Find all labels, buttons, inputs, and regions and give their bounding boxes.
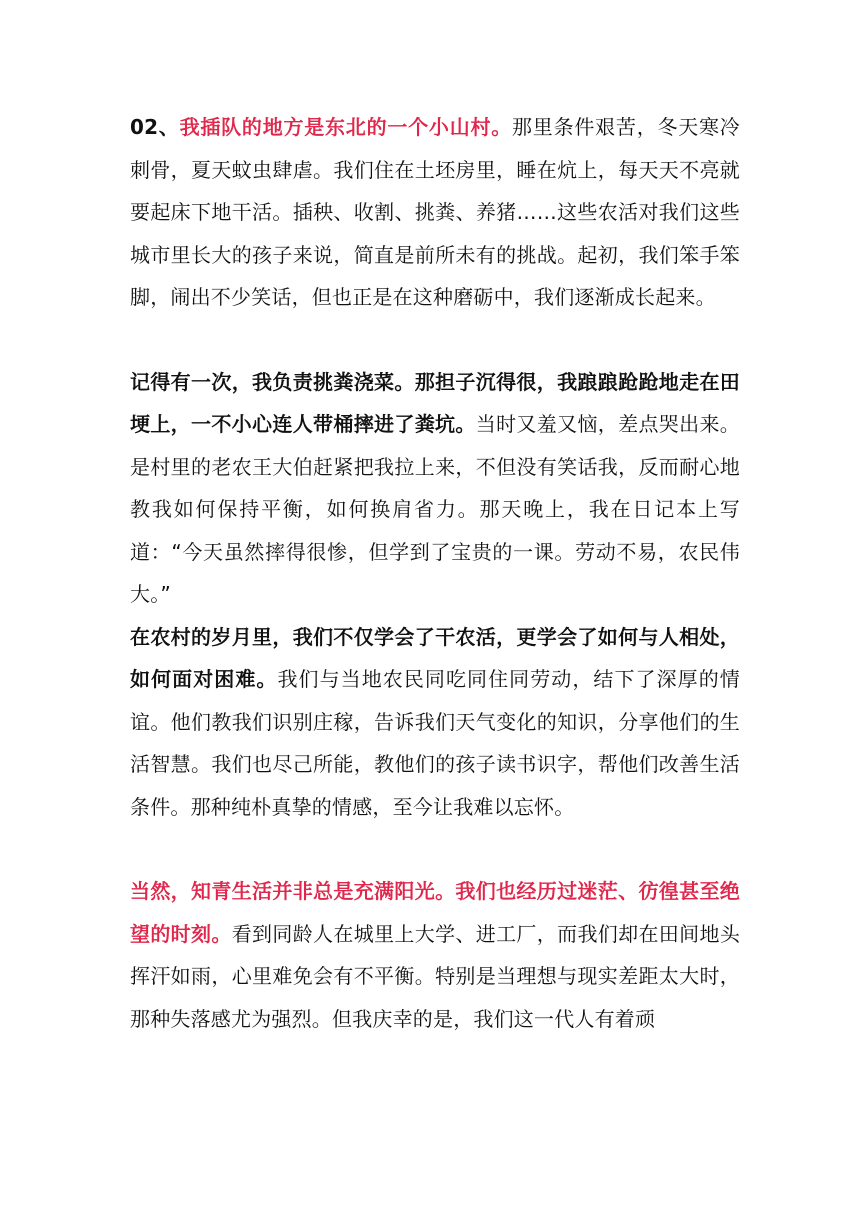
paragraph-4	[130, 870, 740, 1040]
red-highlight-heading: 我插队的地方是东北的一个小山村。	[179, 115, 513, 139]
bold-highlight: 记得有一次，我负责挑粪浇菜。那担子沉得很，我踉踉跄跄地走在田埂上，一不小心连人带桶摔进了粪坑。	[130, 369, 740, 436]
red-highlight-heading: 当然，知青生活并非总是充满阳光。我们也经历过迷茫、彷徨甚至绝望的时刻。	[130, 879, 740, 946]
paragraph-text: 我们与当地农民同吃同住同劳动，结下了深厚的情谊。他们教我们识别庄稼，告诉我们天气变化的知识，分享他们的生活智慧。我们也尽己所能，教他们的孩子读书识字，帮他们改善生活条件。那种纯朴真挚的情感，至今让我难以忘怀。	[130, 667, 740, 819]
paragraph-text: 看到同龄人在城里上大学、进工厂，而我们却在田间地头挥汗如雨，心里难免会有不平衡。特别是当理想与现实差距太大时，那种失落感尤为强烈。但我庆幸的是，我们这一代人有着顽	[130, 921, 741, 1031]
bold-highlight: 在农村的岁月里，我们不仅学会了干农活，更学会了如何与人相处，如何面对困难。	[130, 624, 740, 691]
paragraph-text: 那里条件艰苦，冬天寒冷刺骨，夏天蚊虫肆虐。我们住在土坯房里，睡在炕上，每天天不亮就要起床下地干活。插秧、收割、挑粪、养猪……这些农活对我们这些城市里长大的孩子来说，简直是前所未有的挑战。起初，我们笨手笨脚，闹出不少笑话，但也正是在这种磨砺中，我们逐渐成长起来。	[130, 115, 741, 309]
paragraph-text: 当时又羞又恼，差点哭出来。是村里的老农王大伯赶紧把我拉上来，不但没有笑话我，反而耐心地教我如何保持平衡，如何换肩省力。那天晚上，我在日记本上写道：“今天虽然摔得很惨，但学到了宝贵的一课。劳动不易，农民伟大。”	[130, 412, 740, 606]
paragraph-2	[130, 361, 740, 616]
paragraph-3	[130, 616, 740, 829]
article-body	[130, 106, 740, 1040]
paragraph-1	[130, 106, 740, 319]
section-number: 02、	[130, 115, 180, 139]
